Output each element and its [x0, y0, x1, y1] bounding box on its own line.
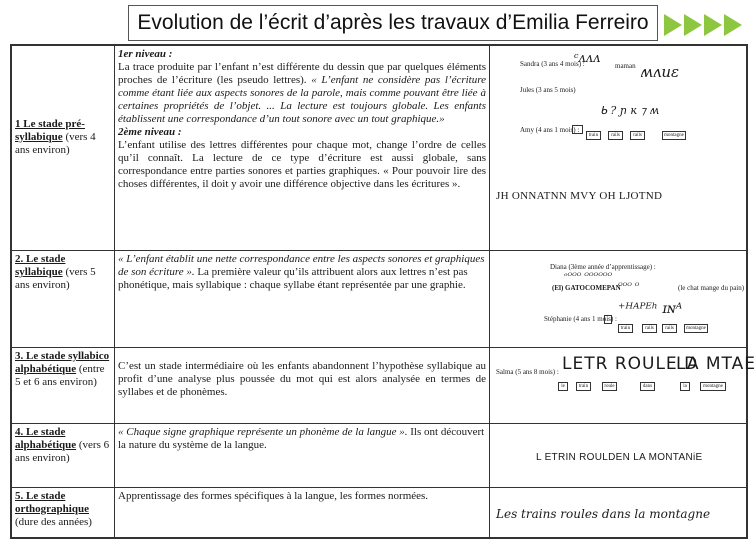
- stage-description-cell: [115, 423, 490, 487]
- stage-description-cell: [115, 347, 490, 423]
- green-arrow-icon: [724, 14, 742, 36]
- example-label: Jules (3 ans 5 mois): [520, 86, 576, 94]
- stage-age: (dure des années): [15, 515, 92, 528]
- table-row: [12, 46, 747, 251]
- stage-label-cell: [12, 347, 115, 423]
- stage-name: 1 Le stade pré-syllabique: [15, 118, 85, 143]
- example-word: (El) GATOCOMEPAN: [552, 284, 621, 293]
- green-arrow-icon: [684, 14, 702, 36]
- stage-quote: « Chaque signe graphique représente un phonème de la langue ».: [118, 425, 408, 438]
- word-box: le: [558, 382, 568, 391]
- example-label: Diana (3ème année d’apprentissage) :: [550, 263, 656, 272]
- stage-example-cell: [490, 251, 747, 347]
- level-heading: 2ème niveau :: [118, 126, 182, 138]
- example-label: Salma (5 ans 8 mois) :: [496, 367, 559, 376]
- circles-icon: ᵒᴼᴼᴼ ᴼᴼᴼᴼᴼᴼ: [564, 272, 613, 283]
- stage-text: La première valeur qu’ils attribuent alors aux lettres n’est pas phonétique, mais syllabique : chaque syllabe étant représentée par une graphie.: [118, 266, 468, 292]
- stage-label-cell: [12, 487, 115, 537]
- green-arrow-icon: [664, 14, 682, 36]
- scribble-icon: ᶜᴧᴧᴧ: [574, 51, 601, 66]
- pseudo-letters-icon: ᑲ ? ɲ ĸ ⁊ ʍ: [600, 104, 659, 117]
- example-translation: (le chat mange du pain): [678, 284, 745, 293]
- circles-icon: ᴼᴼᴼ ᴼ: [618, 282, 640, 293]
- stage-label-cell: [12, 423, 115, 487]
- stage-quote: « L’enfant établit une nette correspondance entre les aspects sonores et graphiques de son écriture ».: [118, 253, 485, 279]
- stage-name: 2. Le stade syllabique: [15, 253, 66, 279]
- stages-table: [11, 45, 756, 538]
- stage-label-cell: [12, 46, 115, 251]
- stage-example-cell: [490, 347, 756, 423]
- word-box: rails: [642, 324, 657, 333]
- stage-name: 3. Le stade syllabico alphabétique: [15, 349, 110, 375]
- level-text: L’enfant utilise des lettres différentes pour chaque mot, change l’ordre de celles qu’il connaît. La lecture de ce type d’écriture est aussi globale, sans correspondance entre parties sonores et parties graphiques. « Pour pouvoir lire des choses différentes, il doit y avoir une différence objective dans les écritures ».: [118, 139, 486, 190]
- stage-description-cell: [115, 487, 490, 537]
- stage-name: 5. Le stade orthographique: [15, 489, 89, 515]
- stage-age: (entre 5 et 6 ans environ): [15, 362, 105, 388]
- stage-age: (vers 4 ans environ): [15, 131, 96, 156]
- page-title: Evolution de l’écrit d’après les travaux d’Emilia Ferreiro: [128, 5, 658, 41]
- word-box: rails: [662, 324, 677, 333]
- example-word: maman: [615, 62, 636, 70]
- stage-age: (vers 6 ans environ): [15, 438, 110, 464]
- word-box: rails: [608, 131, 623, 140]
- stage-description-cell: [115, 46, 490, 251]
- table-row: [12, 423, 747, 487]
- scribble-icon: ʍʌuɛ: [640, 63, 680, 81]
- word-box: la: [680, 382, 690, 391]
- stage-text: Ils ont découvert la nature du système de la langue.: [118, 425, 485, 451]
- word-box: montagne: [684, 324, 708, 333]
- table-row: [12, 487, 747, 537]
- stage-example-cell: [490, 487, 747, 537]
- stage-age: (vers 5 ans environ): [15, 266, 96, 292]
- example-writing: JH ONNATNN MVY OH LJOTND: [496, 190, 663, 202]
- stage-example-cell: [490, 423, 747, 487]
- stages-document: [10, 44, 756, 539]
- stage-label-cell: [12, 251, 115, 347]
- example-label: Sandra (3 ans 4 mois) :: [520, 60, 585, 68]
- stage-text: C’est un stade intermédiaire où les enfants abandonnent l’hypothèse syllabique au profit d’une analyse plus poussée du mot qui est alors analysée en termes de syllabes et de phonèmes.: [118, 359, 486, 398]
- word-box: [604, 315, 612, 324]
- example-writing: ⁺ᴴᴬᴾᴱʰ ɪɴᴬ: [618, 301, 683, 318]
- word-box: dans: [640, 382, 655, 391]
- example-writing: L ETRIN ROULDEN LA MONTANiE: [536, 451, 703, 463]
- table-row: [12, 347, 747, 423]
- word-box: roule: [602, 382, 617, 391]
- example-writing: LA MTAE: [676, 353, 756, 374]
- stage-description-cell: [115, 251, 490, 347]
- stage-name: 4. Le stade alphabétique: [15, 425, 77, 451]
- word-box: [572, 125, 583, 134]
- word-box: train: [576, 382, 591, 391]
- word-box: train: [618, 324, 633, 333]
- example-writing: LETR ROULE D: [562, 353, 699, 374]
- example-writing: Les trains roules dans la montagne: [496, 506, 711, 521]
- word-box: montagne: [662, 131, 686, 140]
- stage-text: Apprentissage des formes spécifiques à la langue, les formes normées.: [118, 489, 429, 502]
- word-box: rails: [630, 131, 645, 140]
- example-label: Stéphanie (4 ans 1 mois) :: [544, 315, 617, 324]
- table-row: [12, 251, 747, 347]
- word-box: train: [586, 131, 601, 140]
- stage-example-cell: [490, 46, 747, 251]
- example-label: Amy (4 ans 1 mois) :: [520, 126, 580, 134]
- level-heading: 1er niveau :: [118, 48, 173, 60]
- green-arrow-icon: [704, 14, 722, 36]
- level-text: La trace produite par l’enfant n’est différente du dessin que par quelques éléments proches de l’écriture (les pseudo lettres). « L’enfant ne considère pas l’écriture comme étant liée aux aspects sonores de la parole, mais comme pouvant être liée à certaines propriétés de l’objet. ... La lecture est toujours globale. Les enfants établissent une correspondance d’un tout sonore avec un tout graphique.»: [118, 61, 486, 125]
- word-box: montagne: [700, 382, 726, 391]
